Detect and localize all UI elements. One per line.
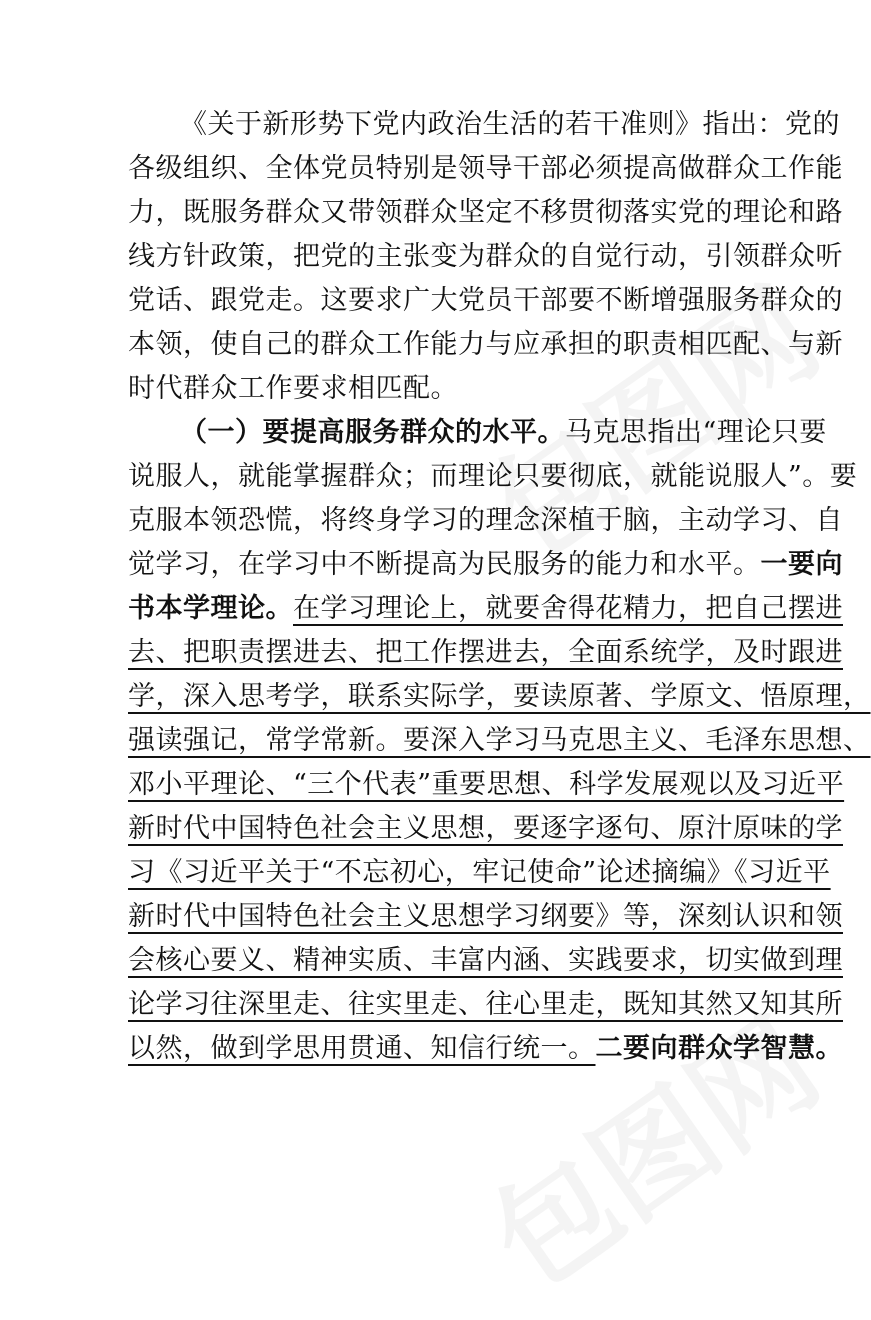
paragraph-2-line-11: 习《习近平关于“不忘初心，牢记使命”论述摘编》《习近平 [128, 857, 831, 888]
paragraph-1-line-2: 各级组织、全体党员特别是领导干部必须提高做群众工作能 [128, 153, 843, 184]
paragraph-2-line-2: 说服人，就能掌握群众；而理论只要彻底，就能说服人”。要 [128, 461, 858, 492]
subheading-run: 二要向群众学智慧。 [595, 1033, 843, 1064]
paragraph-2-line-7: 学，深入思考学，联系实际学，要读原著、学原文、悟原理， [128, 681, 871, 712]
paragraph-2-line-1 [180, 411, 827, 455]
paragraph-2-line-14: 论学习往深里走、往实里走、往心里走，既知其然又知其所 [128, 989, 843, 1020]
paragraph-2-line-4 [128, 543, 843, 587]
section-heading: （一）要提高服务群众的水平。 [180, 417, 565, 448]
paragraph-2-line-3: 克服本领恐慌，将终身学习的理念深植于脑，主动学习、自 [128, 505, 843, 536]
underlined-run: 在学习理论上，就要舍得花精力，把自己摆进 [293, 593, 843, 624]
paragraph-2-line-10: 新时代中国特色社会主义思想，要逐字逐句、原汁原味的学 [128, 813, 843, 844]
paragraph-1-line-4: 线方针政策，把党的主张变为群众的自觉行动，引领群众听 [128, 241, 843, 272]
paragraph-1-line-1: 《关于新形势下党内政治生活的若干准则》指出：党的 [180, 109, 840, 140]
subheading-run: 书本学理论。 [128, 593, 293, 624]
paragraph-1-line-6: 本领，使自己的群众工作能力与应承担的职责相匹配、与新 [128, 329, 843, 360]
paragraph-2-line-13: 会核心要义、精神实质、丰富内涵、实践要求，切实做到理 [128, 945, 843, 976]
text-run: 觉学习，在学习中不断提高为民服务的能力和水平。 [128, 549, 761, 580]
paragraph-2-line-12: 新时代中国特色社会主义思想学习纲要》等，深刻认识和领 [128, 901, 843, 932]
paragraph-2-line-8: 强读强记，常学常新。要深入学习马克思主义、毛泽东思想、 [128, 725, 871, 756]
text-run: 马克思指出“理论只要 [565, 417, 827, 448]
paragraph-2-line-15 [128, 1027, 843, 1071]
paragraph-2-line-6: 去、把职责摆进去、把工作摆进去，全面系统学，及时跟进 [128, 637, 843, 668]
paragraph-1-line-5: 党话、跟党走。这要求广大党员干部要不断增强服务群众的 [128, 285, 843, 316]
subheading-run: 一要向 [760, 549, 843, 580]
paragraph-1-line-7: 时代群众工作要求相匹配。 [128, 373, 458, 404]
paragraph-1-line-3: 力，既服务群众又带领群众坚定不移贯彻落实党的理论和路 [128, 197, 843, 228]
paragraph-2-line-5 [128, 587, 843, 631]
underlined-run: 以然，做到学思用贯通、知信行统一。 [128, 1033, 596, 1064]
paragraph-2-line-9: 邓小平理论、“三个代表”重要思想、科学发展观以及习近平 [128, 769, 845, 800]
